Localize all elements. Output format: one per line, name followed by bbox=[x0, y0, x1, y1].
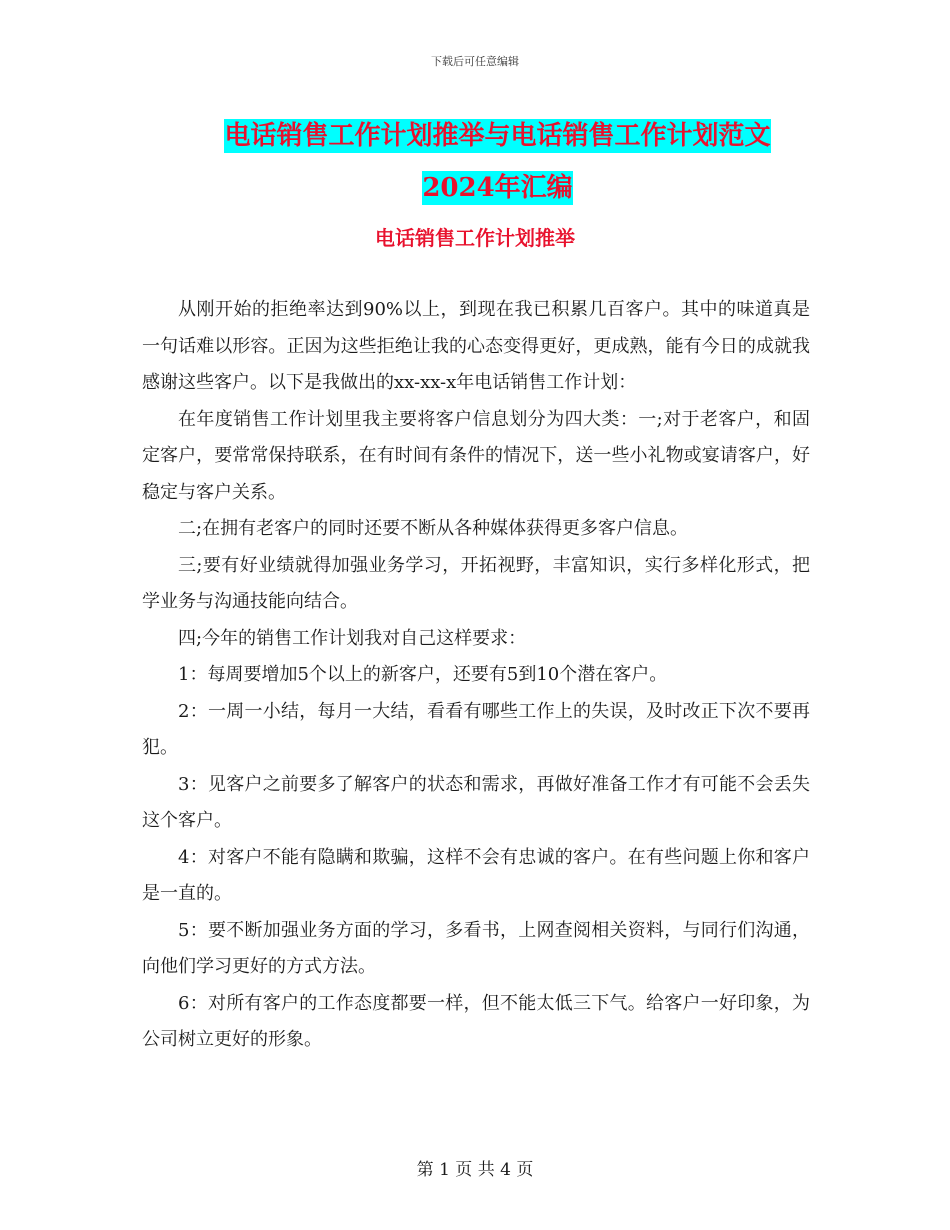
document-title-text: 电话销售工作计划推举与电话销售工作计划范文2024年汇编 bbox=[224, 121, 771, 203]
list-item: 3：见客户之前要多了解客户的状态和需求，再做好准备工作才有可能不会丢失这个客户。 bbox=[142, 773, 810, 831]
section-title: 电话销售工作计划推举 bbox=[375, 226, 575, 250]
document-title bbox=[190, 110, 805, 214]
paragraph: 从刚开始的拒绝率达到90%以上，到现在我已积累几百客户。其中的味道真是一句话难以形容。正因为这些拒绝让我的心态变得更好，更成熟，能有今日的成就我感谢这些客户。以下是我做出的xx-xx-x年电话销售工作计划： bbox=[142, 299, 810, 393]
page-header-note: 下载后可任意编辑 bbox=[431, 55, 519, 68]
paragraph: 四;今年的销售工作计划我对自己这样要求： bbox=[178, 627, 527, 649]
paragraph: 在年度销售工作计划里我主要将客户信息划分为四大类：一;对于老客户，和固定客户，要常常保持联系，在有时间有条件的情况下，送一些小礼物或宴请客户，好稳定与客户关系。 bbox=[142, 408, 810, 503]
paragraph: 三;要有好业绩就得加强业务学习，开拓视野，丰富知识，实行多样化形式，把学业务与沟通技能向结合。 bbox=[142, 554, 810, 612]
list-item: 6：对所有客户的工作态度都要一样，但不能太低三下气。给客户一好印象，为公司树立更好的形象。 bbox=[142, 992, 810, 1050]
list-item: 5：要不断加强业务方面的学习，多看书，上网查阅相关资料，与同行们沟通，向他们学习更好的方式方法。 bbox=[142, 919, 810, 977]
list-item: 2：一周一小结，每月一大结，看看有哪些工作上的失误，及时改正下次不要再犯。 bbox=[142, 700, 810, 758]
document-body bbox=[142, 292, 810, 1059]
list-item: 4：对客户不能有隐瞒和欺骗，这样不会有忠诚的客户。在有些问题上你和客户是一直的。 bbox=[142, 846, 810, 904]
list-item: 1：每周要增加5个以上的新客户，还要有5到10个潜在客户。 bbox=[178, 664, 668, 685]
paragraph: 二;在拥有老客户的同时还要不断从各种媒体获得更多客户信息。 bbox=[178, 518, 689, 539]
page-number-footer: 第 1 页 共 4 页 bbox=[416, 1160, 534, 1180]
